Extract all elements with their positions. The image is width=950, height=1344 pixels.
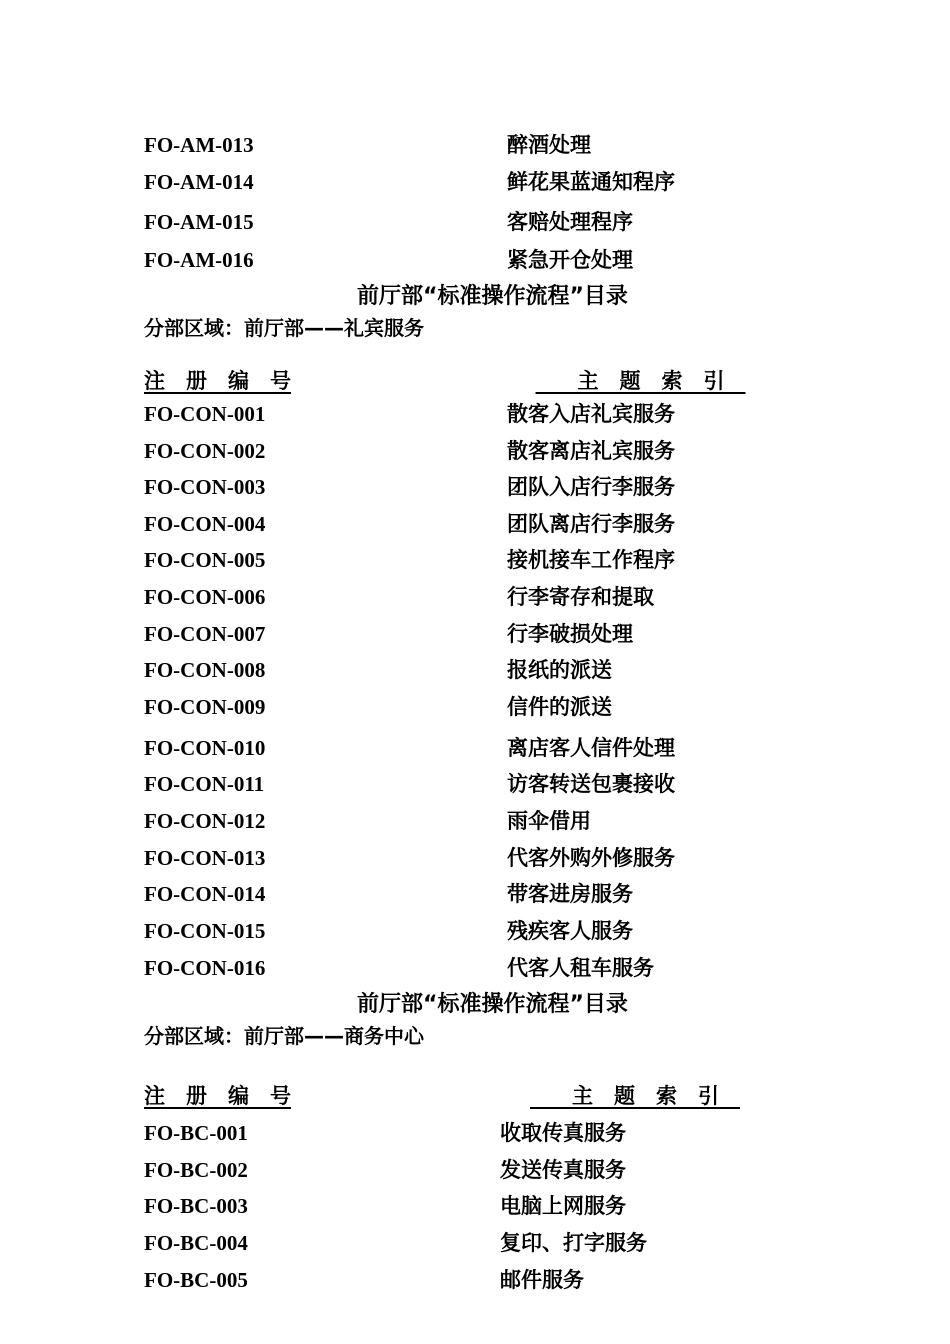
section-area: 分部区域：前厅部——礼宾服务 xyxy=(144,316,424,340)
am-row-code: FO-AM-015 xyxy=(144,210,254,234)
con-row-topic: 接机接车工作程序 xyxy=(507,548,675,572)
section-title: 前厅部“标准操作流程”目录 xyxy=(357,992,628,1017)
con-row-code: FO-CON-001 xyxy=(144,402,266,426)
con-row-code: FO-CON-009 xyxy=(144,695,266,719)
con-row-topic: 信件的派送 xyxy=(507,695,612,719)
am-row-code: FO-AM-013 xyxy=(144,133,254,157)
con-row-topic: 散客离店礼宾服务 xyxy=(507,439,675,463)
con-row-topic: 团队离店行李服务 xyxy=(507,512,675,536)
column-header-topic: 主 题 索 引 xyxy=(530,1084,740,1108)
section-title: 前厅部“标准操作流程”目录 xyxy=(357,284,628,309)
con-row-code: FO-CON-008 xyxy=(144,658,266,682)
con-row-topic: 代客人租车服务 xyxy=(507,956,654,980)
con-row-code: FO-CON-003 xyxy=(144,475,266,499)
column-header-code: 注 册 编 号 xyxy=(144,369,291,393)
bc-row-code: FO-BC-003 xyxy=(144,1194,248,1218)
con-row-topic: 行李破损处理 xyxy=(507,622,633,646)
con-row-code: FO-CON-011 xyxy=(144,772,265,796)
con-row-topic: 代客外购外修服务 xyxy=(507,846,675,870)
bc-row-topic: 发送传真服务 xyxy=(500,1158,626,1182)
column-header-topic: 主 题 索 引 xyxy=(535,369,746,393)
con-row-code: FO-CON-016 xyxy=(144,956,266,980)
con-row-topic: 残疾客人服务 xyxy=(507,919,633,943)
bc-row-code: FO-BC-001 xyxy=(144,1121,248,1145)
con-row-code: FO-CON-014 xyxy=(144,882,266,906)
con-row-code: FO-CON-004 xyxy=(144,512,266,536)
bc-row-code: FO-BC-005 xyxy=(144,1268,248,1292)
con-row-code: FO-CON-007 xyxy=(144,622,266,646)
section-area: 分部区域：前厅部——商务中心 xyxy=(144,1024,424,1048)
am-row-topic: 客赔处理程序 xyxy=(507,210,633,234)
bc-row-code: FO-BC-002 xyxy=(144,1158,248,1182)
am-row-code: FO-AM-014 xyxy=(144,170,254,194)
bc-row-topic: 复印、打字服务 xyxy=(500,1231,647,1255)
con-row-topic: 报纸的派送 xyxy=(507,658,612,682)
con-row-code: FO-CON-005 xyxy=(144,548,266,572)
con-row-topic: 雨伞借用 xyxy=(507,809,591,833)
con-row-code: FO-CON-010 xyxy=(144,736,266,760)
con-row-topic: 散客入店礼宾服务 xyxy=(507,402,675,426)
con-row-code: FO-CON-002 xyxy=(144,439,266,463)
am-row-topic: 鲜花果蓝通知程序 xyxy=(507,170,675,194)
bc-row-topic: 收取传真服务 xyxy=(500,1121,626,1145)
con-row-code: FO-CON-013 xyxy=(144,846,266,870)
bc-row-topic: 邮件服务 xyxy=(500,1268,584,1292)
con-row-topic: 离店客人信件处理 xyxy=(507,736,675,760)
con-row-code: FO-CON-015 xyxy=(144,919,266,943)
con-row-topic: 带客进房服务 xyxy=(507,882,633,906)
con-row-code: FO-CON-012 xyxy=(144,809,266,833)
bc-row-topic: 电脑上网服务 xyxy=(500,1194,626,1218)
bc-row-code: FO-BC-004 xyxy=(144,1231,248,1255)
am-row-topic: 紧急开仓处理 xyxy=(507,248,633,272)
con-row-topic: 行李寄存和提取 xyxy=(507,585,654,609)
column-header-code: 注 册 编 号 xyxy=(144,1084,291,1108)
am-row-code: FO-AM-016 xyxy=(144,248,254,272)
con-row-topic: 团队入店行李服务 xyxy=(507,475,675,499)
con-row-topic: 访客转送包裹接收 xyxy=(507,772,675,796)
con-row-code: FO-CON-006 xyxy=(144,585,266,609)
am-row-topic: 醉酒处理 xyxy=(507,133,591,157)
